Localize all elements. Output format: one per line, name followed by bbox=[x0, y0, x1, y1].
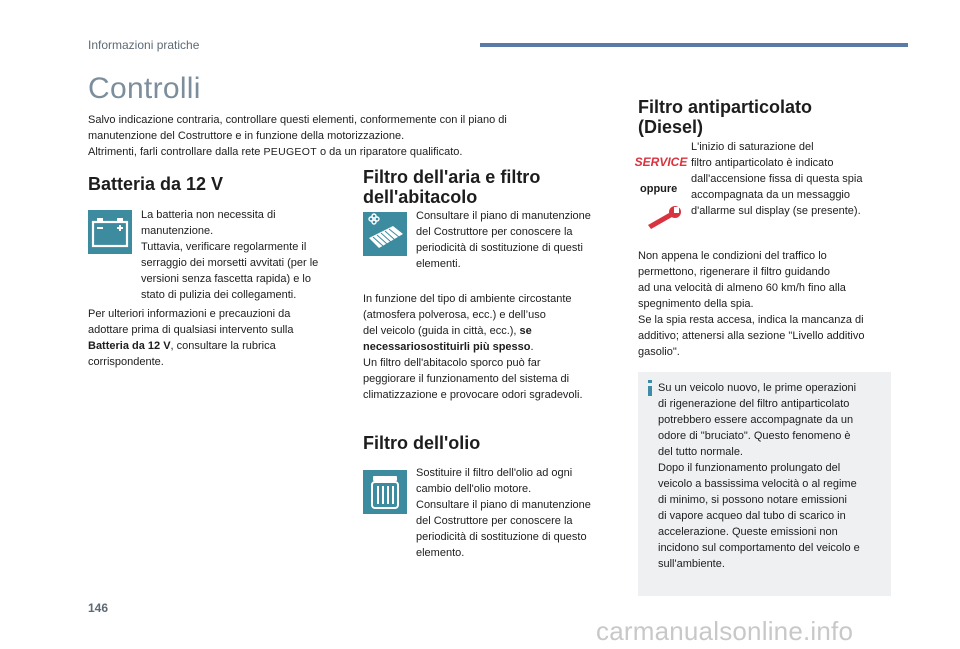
oppure-label: oppure bbox=[640, 183, 678, 195]
text-line: L'inizio di saturazione del bbox=[691, 141, 814, 153]
text-line: veicolo a bassissima velocità o al regime bbox=[658, 478, 857, 490]
text-line: del Costruttore per conoscere la bbox=[416, 515, 573, 527]
text-line bbox=[363, 323, 608, 339]
text-line: adottare prima di qualsiasi intervento sulla bbox=[88, 324, 294, 336]
text-line: gasolio". bbox=[638, 346, 680, 358]
bold-text: necessariosostituirli più spesso bbox=[363, 341, 531, 353]
title-line: dell'abitacolo bbox=[363, 187, 478, 207]
text-line bbox=[363, 339, 608, 355]
battery-icon bbox=[88, 210, 132, 254]
text-line: Un filtro dell'abitacolo sporco può far bbox=[363, 357, 541, 369]
text-line: del tutto normale. bbox=[658, 446, 743, 458]
text-line: additivo; attenersi alla sezione "Livello additivo bbox=[638, 330, 865, 342]
text-line: periodicità di sostituzione di questi bbox=[416, 242, 583, 254]
text-line: potrebbero essere accompagnate da un bbox=[658, 414, 854, 426]
air-filter-paragraph bbox=[363, 291, 608, 403]
text-line: d'allarme sul display (se presente). bbox=[691, 205, 861, 217]
text-line: spegnimento della spia. bbox=[638, 298, 754, 310]
service-warning-icon bbox=[634, 151, 688, 173]
oil-filter-icon bbox=[363, 470, 407, 514]
info-icon-bar bbox=[648, 386, 652, 396]
tip-text bbox=[658, 380, 886, 572]
text-line: Non appena le condizioni del traffico lo bbox=[638, 250, 827, 262]
text-line: Dopo il funzionamento prolungato del bbox=[658, 462, 841, 474]
text-line: cambio dell'olio motore. bbox=[416, 483, 532, 495]
text-line: Consultare il piano di manutenzione bbox=[416, 499, 591, 511]
intro-line: manutenzione del Costruttore e in funzione della motorizzazione. bbox=[88, 130, 405, 142]
text-line: Per ulteriori informazioni e precauzioni da bbox=[88, 308, 291, 320]
intro-line bbox=[88, 144, 608, 160]
title-line: (Diesel) bbox=[638, 117, 704, 137]
text-line: peggiorare il funzionamento del sistema di bbox=[363, 373, 570, 385]
dpf-description bbox=[691, 139, 891, 219]
wrench-icon bbox=[642, 203, 686, 231]
text-line: ad una velocità di almeno 60 km/h fino alla bbox=[638, 282, 846, 294]
text-line: del Costruttore per conoscere la bbox=[416, 226, 573, 238]
service-label: SERVICE bbox=[634, 155, 688, 169]
air-filter-icon bbox=[363, 212, 407, 256]
page-number: 146 bbox=[88, 601, 109, 615]
text-line: accompagnata da un messaggio bbox=[691, 189, 850, 201]
text-line: di vapore acqueo dal tubo di scarico in bbox=[658, 510, 846, 522]
text-line: di rigenerazione del filtro antiparticolato bbox=[658, 398, 850, 410]
text-line: stato di pulizia dei collegamenti. bbox=[141, 289, 297, 301]
battery-more-info bbox=[88, 306, 328, 370]
info-icon-dot bbox=[648, 380, 652, 383]
title-line: Filtro antiparticolato bbox=[638, 97, 813, 117]
text-line: odore di "bruciato". Questo fenomeno è bbox=[658, 430, 851, 442]
text-line: incidono sul comportamento del veicolo e bbox=[658, 542, 860, 554]
text-line: manutenzione. bbox=[141, 225, 214, 237]
air-filter-description bbox=[416, 208, 611, 272]
intro-text-part: Altrimenti, farli controllare dalla rete bbox=[88, 146, 264, 158]
text-line: Consultare il piano di manutenzione bbox=[416, 210, 591, 222]
page-title: Controlli bbox=[88, 72, 201, 105]
battery-description bbox=[141, 207, 341, 303]
text-line: elementi. bbox=[416, 258, 461, 270]
text-line: Su un veicolo nuovo, le prime operazioni bbox=[658, 382, 857, 394]
text-line: Se la spia resta accesa, indica la mancanza di bbox=[638, 314, 864, 326]
text-line: serraggio dei morsetti avvitati (per le bbox=[141, 257, 319, 269]
text-line: sull'ambiente. bbox=[658, 558, 725, 570]
title-line: Filtro dell'aria e filtro bbox=[363, 167, 541, 187]
section-label: Informazioni pratiche bbox=[88, 38, 200, 52]
text-line: (atmosfera polverosa, ecc.) e dell’uso bbox=[363, 309, 546, 321]
text-line: filtro antiparticolato è indicato bbox=[691, 157, 834, 169]
text-line: di minimo, si possono notare emissioni bbox=[658, 494, 847, 506]
bold-text: se bbox=[519, 325, 532, 337]
text-line: periodicità di sostituzione di questo bbox=[416, 531, 587, 543]
text-line: permettono, rigenerare il filtro guidando bbox=[638, 266, 831, 278]
brand-name: PEUGEOT bbox=[263, 146, 317, 158]
text-line: climatizzazione e provocare odori sgradevoli. bbox=[363, 389, 583, 401]
header-divider bbox=[480, 43, 908, 47]
text-line: In funzione del tipo di ambiente circostante bbox=[363, 293, 572, 305]
text-part: . bbox=[530, 341, 534, 353]
text-line: accelerazione. Queste emissioni non bbox=[658, 526, 838, 538]
text-line: dall'accensione fissa di questa spia bbox=[691, 173, 863, 185]
text-line bbox=[88, 338, 328, 354]
dpf-title bbox=[638, 97, 812, 137]
text-line: elemento. bbox=[416, 547, 465, 559]
air-filter-title bbox=[363, 167, 540, 207]
text-line: versioni senza fascetta rapida) e lo bbox=[141, 273, 311, 285]
intro-text bbox=[88, 112, 608, 160]
text-line: corrispondente. bbox=[88, 356, 164, 368]
dpf-paragraph bbox=[638, 248, 898, 360]
oil-filter-title: Filtro dell'olio bbox=[363, 433, 481, 453]
watermark: carmanualsonline.info bbox=[596, 616, 854, 646]
intro-line: Salvo indicazione contraria, controllare questi elementi, conformemente con il piano di bbox=[88, 114, 507, 126]
intro-text-part: o da un riparatore qualificato. bbox=[316, 146, 463, 158]
text-line: Tuttavia, verificare regolarmente il bbox=[141, 241, 307, 253]
oil-filter-description bbox=[416, 465, 616, 561]
text-part: del veicolo (guida in città, ecc.), bbox=[363, 325, 520, 337]
battery-link: Batteria da 12 V bbox=[88, 340, 171, 352]
text-line: La batteria non necessita di bbox=[141, 209, 276, 221]
battery-title: Batteria da 12 V bbox=[88, 174, 224, 194]
text-line: Sostituire il filtro dell'olio ad ogni bbox=[416, 467, 573, 479]
text-part: , consultare la rubrica bbox=[170, 340, 276, 352]
